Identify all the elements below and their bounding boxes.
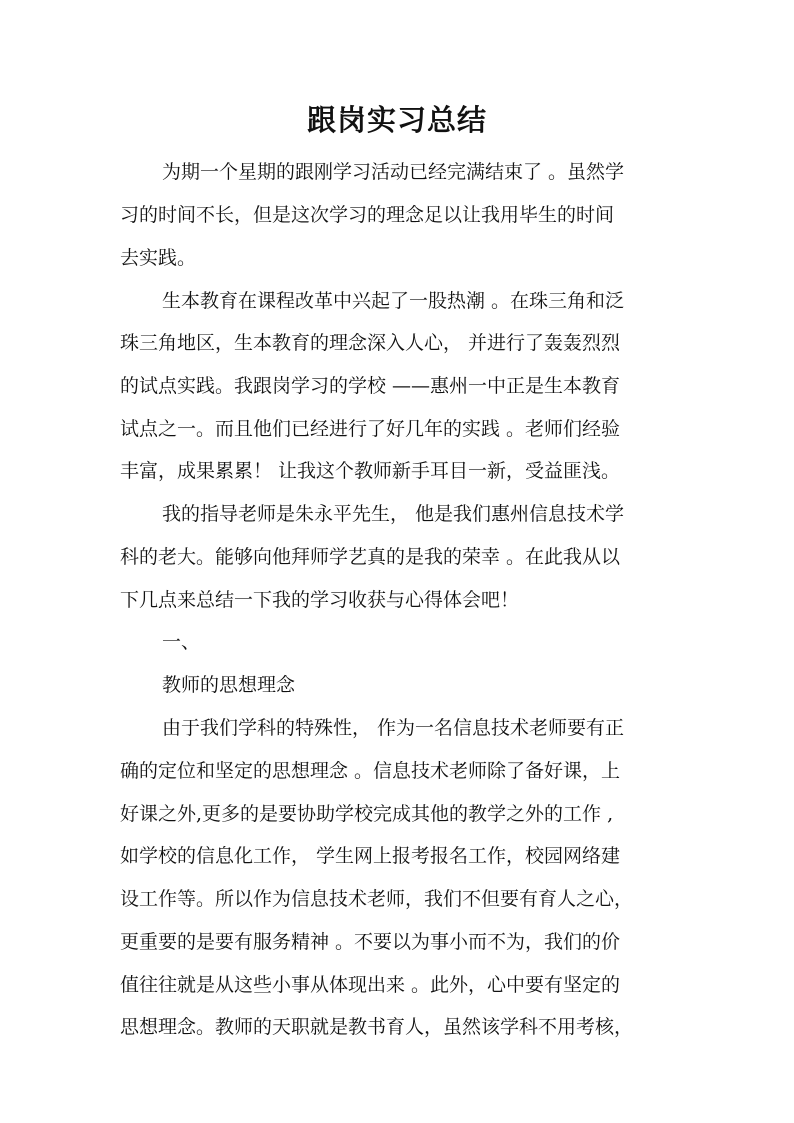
section-heading: 教师的思想理念 xyxy=(162,674,296,696)
paragraph-line: 生本教育在课程改革中兴起了一股热潮 。在珠三角和泛 xyxy=(162,290,625,312)
paragraph-line: 确的定位和坚定的思想理念 。信息技术老师除了备好课，上 xyxy=(120,760,621,782)
paragraph-line: 设工作等。所以作为信息技术老师，我们不但要有育人之心， xyxy=(120,888,634,910)
paragraph-line: 去实践。 xyxy=(120,247,197,269)
paragraph-line: 丰富，成果累累！ 让我这个教师新手耳目一新，受益匪浅。 xyxy=(120,460,621,482)
paragraph-line: 更重要的是要有服务精神 。不要以为事小而不为，我们的价 xyxy=(120,931,621,953)
paragraph-line: 的试点实践。我跟岗学习的学校 ——惠州一中正是生本教育 xyxy=(120,375,621,397)
paragraph-line: 试点之一。而且他们已经进行了好几年的实践 。老师们经验 xyxy=(120,418,621,440)
paragraph-line: 珠三角地区，生本教育的理念深入人心， 并进行了轰轰烈烈 xyxy=(120,332,621,354)
section-number: 一、 xyxy=(162,631,201,653)
paragraph-line: 好课之外,更多的是要协助学校完成其他的教学之外的工作 , xyxy=(120,803,614,825)
paragraph-line: 思想理念。教师的天职就是教书育人，虽然该学科不用考核， xyxy=(120,1016,634,1038)
paragraph-line: 我的指导老师是朱永平先生， 他是我们惠州信息技术学 xyxy=(162,503,625,525)
document-title: 跟岗实习总结 xyxy=(306,103,487,137)
paragraph-line: 值往往就是从这些小事从体现出来 。此外，心中要有坚定的 xyxy=(120,974,621,996)
paragraph-line: 为期一个星期的跟刚学习活动已经完满结束了 。虽然学 xyxy=(162,161,625,183)
paragraph-line: 由于我们学科的特殊性， 作为一名信息技术老师要有正 xyxy=(162,717,625,739)
paragraph-line: 下几点来总结一下我的学习收获与心得体会吧！ xyxy=(120,589,520,611)
paragraph-line: 如学校的信息化工作， 学生网上报考报名工作，校园网络建 xyxy=(120,845,621,867)
paragraph-line: 科的老大。能够向他拜师学艺真的是我的荣幸 。在此我从以 xyxy=(120,546,621,568)
paragraph-line: 习的时间不长，但是这次学习的理念足以让我用毕生的时间 xyxy=(120,204,615,226)
